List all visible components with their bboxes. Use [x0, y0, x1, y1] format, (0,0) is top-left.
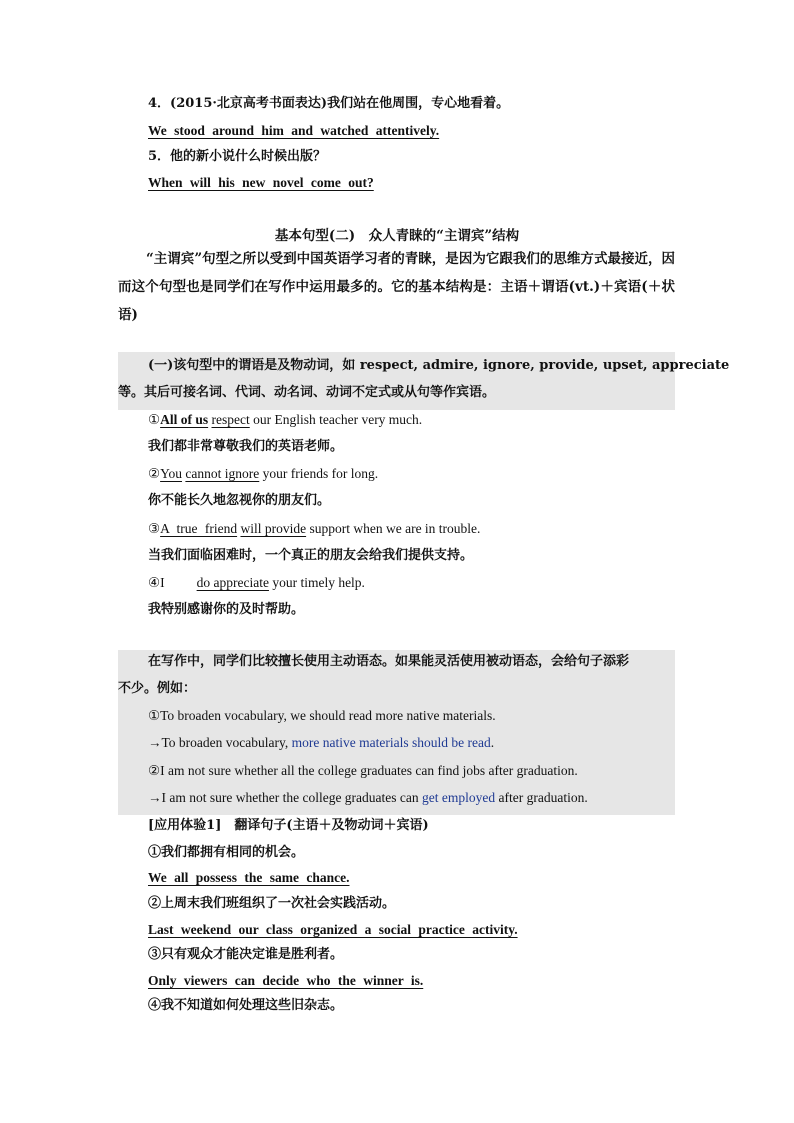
box2-e1b-highlight: more native materials should be read — [291, 735, 491, 750]
q4-source: (2015·北京高考书面表达) — [170, 96, 328, 111]
practice-2-answer: Last weekend our class organized a social practice activity. — [148, 922, 518, 937]
example-1-subject: All of us — [160, 412, 209, 427]
example-4-rest: your timely help. — [268, 575, 365, 590]
q5-number: 5． — [148, 149, 171, 164]
box2-e2b-pre: →I am not sure whether the college graduates can — [148, 790, 423, 805]
example-2-verb: cannot ignore — [185, 466, 260, 481]
question-5 — [148, 149, 326, 165]
example-4-verb: do appreciate — [196, 575, 269, 590]
q4-answer: We stood around him and watched attentively. — [148, 123, 440, 138]
practice-3-answer: Only viewers can decide who the winner is. — [148, 973, 424, 988]
example-2-chinese: 你不能长久地忽视你的朋友们。 — [148, 493, 331, 508]
box2-e1b-pre: →To broaden vocabulary, — [148, 735, 292, 750]
box2-example-1-passive — [148, 735, 494, 751]
example-3-verb: will provide — [240, 521, 307, 536]
example-1-chinese: 我们都非常尊敬我们的英语老师。 — [148, 439, 344, 454]
example-2-rest: your friends for long. — [259, 466, 379, 481]
example-3-chinese: 当我们面临困难时，一个真正的朋友会给我们提供支持。 — [148, 548, 474, 563]
box2-example-1: ①To broaden vocabulary, we should read more native materials. — [148, 708, 496, 723]
practice-1-answer: We all possess the same chance. — [148, 870, 350, 885]
box1-line2: 等。其后可接名词、代词、动名词、动词不定式或从句等作宾语。 — [118, 385, 496, 400]
practice-3-chinese: ③只有观众才能决定谁是胜利者。 — [148, 947, 344, 962]
q4-chinese: 我们站在他周围，专心地看着。 — [327, 96, 510, 111]
box2-e1b-post: . — [490, 735, 495, 750]
example-4-chinese: 我特别感谢你的及时帮助。 — [148, 602, 305, 617]
example-3-rest: support when we are in trouble. — [306, 521, 481, 536]
practice-1-chinese: ①我们都拥有相同的机会。 — [148, 845, 305, 860]
example-4 — [148, 575, 365, 591]
section-intro: “主谓宾”句型之所以受到中国英语学习者的青睐，是因为它跟我们的思维方式最接近，因而这个句型也是同学们在写作中运用最多的。它的基本结构是：主语＋谓语(vt.)＋宾语(＋状语) — [118, 251, 675, 323]
box2-line1: 在写作中，同学们比较擅长使用主动语态。如果能灵活使用被动语态，会给句子添彩 — [148, 654, 630, 669]
example-3 — [148, 521, 480, 537]
example-4-number: ④ — [148, 575, 161, 590]
box1-line1: (一)该句型中的谓语是及物动词，如 respect, admire, ignore, provide, upset, appreciate — [148, 358, 730, 373]
box2-example-2: ②I am not sure whether all the college graduates can find jobs after graduation. — [148, 763, 578, 778]
example-3-subject: A true friend — [160, 521, 238, 536]
section-title: 基本句型(二) 众人青睐的“主谓宾”结构 — [274, 228, 520, 244]
example-1-verb: respect — [211, 412, 250, 427]
practice-2-chinese: ②上周末我们班组织了一次社会实践活动。 — [148, 896, 396, 911]
example-1 — [148, 412, 422, 428]
practice-heading: [应用体验1] 翻译句子(主语＋及物动词＋宾语) — [148, 818, 429, 833]
q5-answer: When will his new novel come out? — [148, 175, 374, 190]
example-3-number: ③ — [148, 521, 161, 536]
box2-example-2-passive — [148, 790, 588, 806]
example-2-subject: You — [160, 466, 183, 481]
box2-e2b-post: after graduation. — [495, 790, 588, 805]
box2-line2: 不少。例如： — [118, 681, 197, 696]
q5-chinese: 他的新小说什么时候出版？ — [170, 149, 327, 164]
box2-e2b-highlight: get employed — [422, 790, 496, 805]
practice-4-chinese: ④我不知道如何处理这些旧杂志。 — [148, 998, 344, 1013]
example-1-rest: our English teacher very much. — [249, 412, 423, 427]
example-1-number: ① — [148, 412, 161, 427]
q4-number: 4． — [148, 96, 171, 111]
example-2 — [148, 466, 378, 482]
example-4-subject: I — [160, 575, 165, 590]
example-2-number: ② — [148, 466, 161, 481]
question-4 — [148, 96, 509, 112]
